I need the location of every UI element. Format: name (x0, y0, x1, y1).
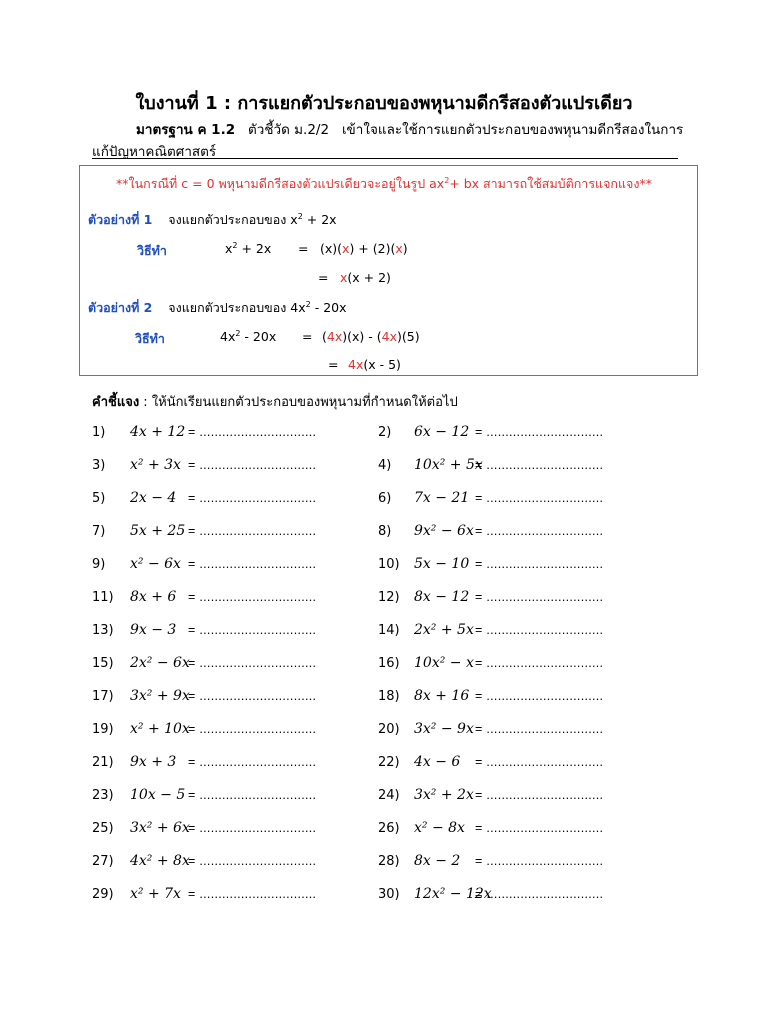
example2-method-label: วิธีทำ (135, 331, 165, 346)
exercise-expression: 10x − 5 (130, 787, 186, 803)
answer-blank[interactable]: = ............................... (475, 788, 604, 802)
exercise-expression: 2x − 4 (130, 490, 177, 506)
instructions: คำชี้แจง : ให้นักเรียนแยกตัวประกอบของพหุนามที่กำหนดให้ต่อไป (92, 395, 458, 410)
exercise-expression: 4x + 12 (130, 424, 186, 440)
exercise-number: 23) (92, 788, 114, 803)
answer-blank[interactable]: = ............................... (188, 887, 317, 901)
exercise-expression: 9x + 3 (130, 754, 177, 770)
exercise-expression: 4x² + 8x (130, 853, 190, 869)
answer-blank[interactable]: = ............................... (188, 821, 317, 835)
exercise-expression: 9x² − 6x (414, 523, 474, 539)
exercise-number: 12) (378, 590, 400, 605)
exercise-expression: 10x² + 5x (414, 457, 483, 473)
exercise-expression: x² + 10x (130, 721, 190, 737)
exercise-number: 26) (378, 821, 400, 836)
answer-blank[interactable]: = ............................... (475, 458, 604, 472)
exercise-number: 15) (92, 656, 114, 671)
exercise-expression: 3x² + 2x (414, 787, 474, 803)
answer-blank[interactable]: = ............................... (475, 524, 604, 538)
answer-blank[interactable]: = ............................... (475, 755, 604, 769)
example1-lhs: $x^2 + 2x$ (225, 241, 272, 257)
answer-blank[interactable]: = ............................... (188, 458, 317, 472)
answer-blank[interactable]: = ............................... (475, 854, 604, 868)
answer-blank[interactable]: = ............................... (475, 425, 604, 439)
exercise-number: 30) (378, 887, 400, 902)
exercise-expression: 8x + 6 (130, 589, 177, 605)
example1-equals-1: = (298, 241, 309, 256)
answer-blank[interactable]: = ............................... (188, 689, 317, 703)
answer-blank[interactable]: = ............................... (188, 755, 317, 769)
example2-heading (88, 298, 347, 318)
exercise-number: 22) (378, 755, 400, 770)
answer-blank[interactable]: = ............................... (475, 722, 604, 736)
standard-line (136, 118, 683, 140)
exercise-number: 8) (378, 524, 392, 539)
exercise-number: 2) (378, 425, 392, 440)
exercise-number: 24) (378, 788, 400, 803)
exercise-expression: 5x + 25 (130, 523, 186, 539)
exercise-expression: 2x² − 6x (130, 655, 190, 671)
exercise-number: 9) (92, 557, 106, 572)
example1-method-label: วิธีทำ (137, 243, 167, 258)
exercise-number: 21) (92, 755, 114, 770)
standard-text-continued: แก้ปัญหาคณิตศาสตร์ (92, 144, 217, 160)
exercise-number: 7) (92, 524, 106, 539)
answer-blank[interactable]: = ............................... (188, 656, 317, 670)
indicator-label: ตัวชี้วัด ม.2/2 (247, 122, 330, 138)
header-divider (92, 158, 678, 159)
example1-equals-2: = (318, 270, 329, 285)
answer-blank[interactable]: = ............................... (475, 887, 604, 901)
exercise-number: 19) (92, 722, 114, 737)
exercise-expression: x² + 7x (130, 886, 181, 902)
answer-blank[interactable]: = ............................... (188, 524, 317, 538)
example1-heading (88, 210, 337, 230)
answer-blank[interactable]: = ............................... (188, 491, 317, 505)
exercise-expression: 3x² + 6x (130, 820, 190, 836)
exercise-expression: 3x² − 9x (414, 721, 474, 737)
answer-blank[interactable]: = ............................... (475, 590, 604, 604)
example1-label: ตัวอย่างที่ 1 (88, 212, 153, 227)
example2-label: ตัวอย่างที่ 2 (88, 300, 153, 315)
exercise-expression: 8x − 12 (414, 589, 470, 605)
standard-text: เข้าใจและใช้การแยกตัวประกอบของพหุนามดีกรีสองในการ (341, 122, 684, 138)
exercise-expression: x² − 6x (130, 556, 181, 572)
exercise-expression: 8x − 2 (414, 853, 461, 869)
exercise-expression: x² + 3x (130, 457, 181, 473)
exercise-number: 16) (378, 656, 400, 671)
standard-label: มาตรฐาน ค 1.2 (136, 122, 236, 138)
exercise-number: 14) (378, 623, 400, 638)
exercise-expression: x² − 8x (414, 820, 465, 836)
exercise-number: 17) (92, 689, 114, 704)
answer-blank[interactable]: = ............................... (188, 623, 317, 637)
exercise-expression: 3x² + 9x (130, 688, 190, 704)
exercise-expression: 12x² − 12x (414, 886, 492, 902)
example1-step2: x(x + 2) (340, 270, 391, 285)
exercise-number: 1) (92, 425, 106, 440)
exercise-number: 27) (92, 854, 114, 869)
exercise-number: 4) (378, 458, 392, 473)
exercise-number: 29) (92, 887, 114, 902)
answer-blank[interactable]: = ............................... (188, 425, 317, 439)
example2-task: จงแยกตัวประกอบของ $4x^2 - 20x$ (168, 299, 347, 315)
answer-blank[interactable]: = ............................... (188, 854, 317, 868)
exercise-expression: 8x + 16 (414, 688, 470, 704)
answer-blank[interactable]: = ............................... (188, 722, 317, 736)
exercise-expression: 9x − 3 (130, 622, 177, 638)
exercise-expression: 5x − 10 (414, 556, 470, 572)
worksheet-title: ใบงานที่ 1 : การแยกตัวประกอบของพหุนามดีกรีสองตัวแปรเดียว (135, 93, 633, 114)
exercise-expression: 7x − 21 (414, 490, 470, 506)
answer-blank[interactable]: = ............................... (188, 557, 317, 571)
example2-lhs: $4x^2 - 20x$ (220, 329, 277, 345)
answer-blank[interactable]: = ............................... (475, 689, 604, 703)
example2-equals-1: = (302, 329, 313, 344)
answer-blank[interactable]: = ............................... (475, 557, 604, 571)
example1-task: จงแยกตัวประกอบของ $x^2 + 2x$ (168, 211, 337, 227)
answer-blank[interactable]: = ............................... (475, 491, 604, 505)
exercise-number: 5) (92, 491, 106, 506)
exercise-expression: 2x² + 5x (414, 622, 474, 638)
answer-blank[interactable]: = ............................... (475, 821, 604, 835)
exercise-number: 11) (92, 590, 114, 605)
exercise-expression: 6x − 12 (414, 424, 470, 440)
exercise-number: 20) (378, 722, 400, 737)
example1-step1: (x)(x) + (2)(x) (320, 241, 408, 256)
answer-blank[interactable]: = ............................... (475, 623, 604, 637)
exercise-number: 28) (378, 854, 400, 869)
box-note: **ในกรณีที่ c = 0 พหุนามดีกรีสองตัวแปรเดียวจะอยู่ในรูป $ax^2+$ bx สามารถใช้สมบัติการแจกแจง** (116, 175, 652, 191)
exercise-number: 25) (92, 821, 114, 836)
exercise-number: 18) (378, 689, 400, 704)
answer-blank[interactable]: = ............................... (188, 590, 317, 604)
example2-step1: (4x)(x) - (4x)(5) (322, 329, 420, 344)
exercise-expression: 4x − 6 (414, 754, 461, 770)
exercise-number: 10) (378, 557, 400, 572)
example2-step2: 4x(x - 5) (348, 357, 401, 372)
exercise-number: 6) (378, 491, 392, 506)
example2-equals-2: = (328, 357, 339, 372)
exercise-expression: 10x² − x (414, 655, 474, 671)
exercise-number: 13) (92, 623, 114, 638)
answer-blank[interactable]: = ............................... (188, 788, 317, 802)
answer-blank[interactable]: = ............................... (475, 656, 604, 670)
exercise-number: 3) (92, 458, 106, 473)
